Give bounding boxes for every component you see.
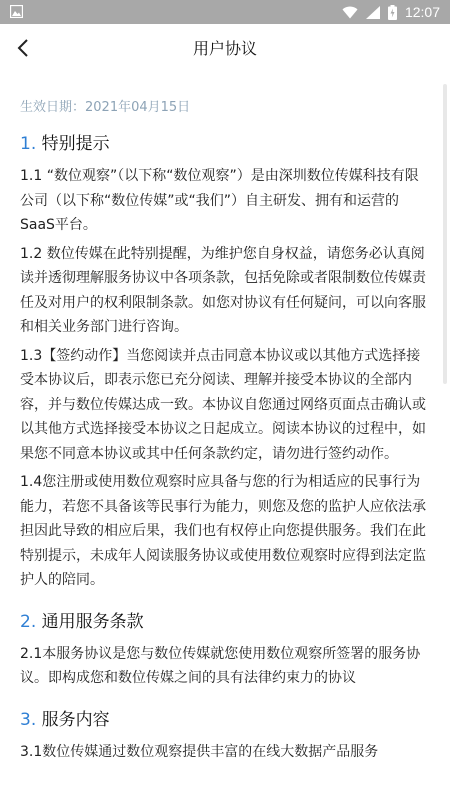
paragraph: 2.1本服务协议是您与数位传媒就您使用数位观察所签署的服务协议。即构成您和数位传媒之间的具有法律约束力的协议 — [20, 645, 421, 686]
agreement-content — [20, 96, 430, 768]
paragraph: 1.1 “数位观察”（以下称“数位观察”）是由深圳数位传媒科技有限公司（以下称“数位传媒”或“我们”）自主研发、拥有和运营的SaaS平台。 — [20, 168, 419, 233]
section-service-content — [20, 705, 430, 765]
image-notification-icon — [10, 5, 23, 18]
paragraph: 1.2 数位传媒在此特别提醒，为维护您自身权益，请您务必认真阅读并透彻理解服务协议中各项条款，包括免除或者限制数位传媒责任及对用户的权利限制条款。如您对协议有任何疑问，可以向客服和相关业务部门进行咨询。 — [20, 245, 426, 335]
section-number: 1. — [20, 134, 37, 154]
section-general-terms — [20, 607, 430, 691]
battery-icon — [388, 5, 397, 20]
paragraph: 3.1数位传媒通过数位观察提供丰富的在线大数据产品服务 — [20, 743, 379, 760]
paragraph: 1.3【签约动作】当您阅读并点击同意本协议或以其他方式选择接受本协议后，即表示您已充分阅读、理解并接受本协议的全部内容，并与数位传媒达成一致。本协议自您通过网络页面点击确认或以其他方式选择接受本协议之日起成立。阅读本协议的过程中，如果您不同意本协议或其中任何条款约定，请勿进行签约动作。 — [20, 347, 426, 462]
scrollbar[interactable] — [443, 84, 447, 384]
section-heading: 通用服务条款 — [41, 611, 144, 632]
status-time: 12:07 — [404, 4, 440, 20]
wifi-icon — [342, 6, 358, 19]
section-heading: 特别提示 — [41, 134, 110, 154]
page-title: 用户协议 — [192, 39, 257, 58]
app-bar — [0, 24, 450, 72]
section-number: 2. — [20, 611, 37, 632]
signal-icon — [366, 6, 380, 19]
effective-date: 生效日期：2021年04月15日 — [20, 100, 191, 115]
section-title — [20, 705, 430, 730]
section-number: 3. — [20, 709, 37, 730]
section-heading: 服务内容 — [41, 709, 110, 730]
section-special-notice — [20, 129, 430, 593]
section-title — [20, 129, 430, 154]
status-bar — [0, 0, 450, 24]
paragraph: 1.4您注册或使用数位观察时应具备与您的行为相适应的民事行为能力，若您不具备该等民事行为能力，则您及您的监护人应依法承担因此导致的相应后果，我们也有权停止向您提供服务。我们在此特别提示，未成年人阅读服务协议或使用数位观察时应得到法定监护人的陪同。 — [20, 474, 426, 588]
section-title — [20, 607, 430, 632]
